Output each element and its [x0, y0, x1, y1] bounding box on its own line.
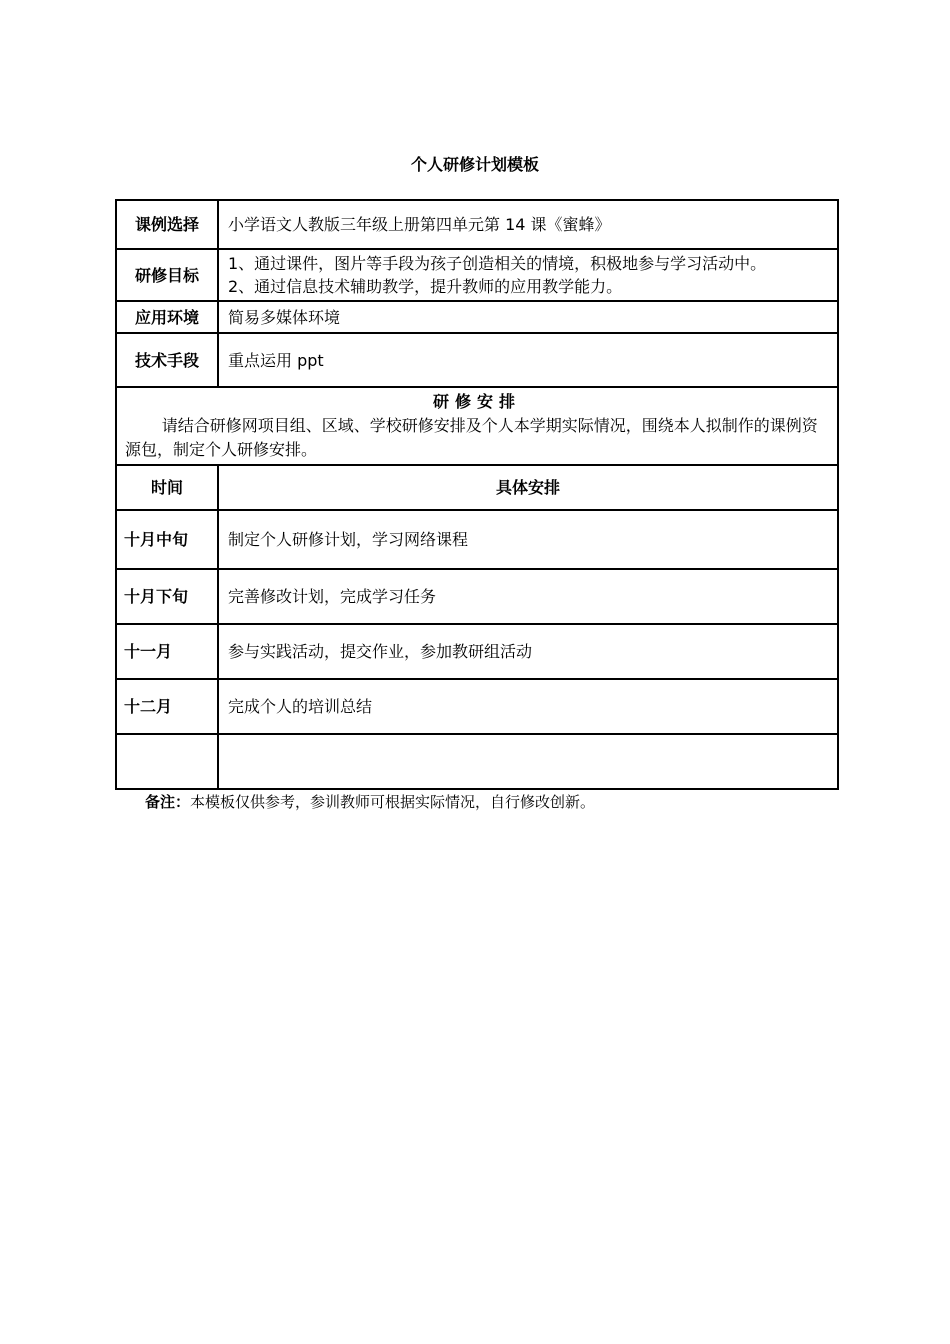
schedule-detail: 制定个人研修计划，学习网络课程: [218, 510, 838, 569]
schedule-time: 十月中旬: [116, 510, 218, 569]
env-row: [116, 301, 838, 333]
env-label: 应用环境: [116, 301, 218, 333]
schedule-detail: 完成个人的培训总结: [218, 679, 838, 734]
document-title: 个人研修计划模板: [410, 155, 539, 174]
tech-label: 技术手段: [116, 333, 218, 387]
course-value: 小学语文人教版三年级上册第四单元第 14 课《蜜蜂》: [218, 200, 838, 249]
schedule-row: [116, 510, 838, 569]
goal-row: [116, 249, 838, 301]
note-label: 备注：: [145, 793, 191, 811]
goal-line-1: 1、通过课件，图片等手段为孩子创造相关的情境，积极地参与学习活动中。: [228, 254, 767, 273]
arrangement-section: [116, 387, 838, 465]
schedule-detail: [218, 734, 838, 789]
arrangement-section-row: [116, 387, 838, 465]
footnote: [145, 791, 595, 812]
schedule-row: [116, 624, 838, 679]
detail-header: 具体安排: [218, 465, 838, 510]
time-header: 时间: [116, 465, 218, 510]
goal-value: [218, 249, 838, 301]
schedule-row-empty: [116, 734, 838, 789]
goal-line-2: 2、通过信息技术辅助教学，提升教师的应用教学能力。: [228, 277, 623, 296]
section-description: 请结合研修网项目组、区域、学校研修安排及个人本学期实际情况，围绕本人拟制作的课例资源包，制定个人研修安排。: [125, 416, 818, 459]
goal-label: 研修目标: [116, 249, 218, 301]
schedule-time: [116, 734, 218, 789]
plan-table: [115, 199, 839, 790]
tech-value: 重点运用 ppt: [218, 333, 838, 387]
note-text: 本模板仅供参考，参训教师可根据实际情况，自行修改创新。: [190, 793, 596, 811]
schedule-detail: 参与实践活动，提交作业，参加教研组活动: [218, 624, 838, 679]
section-title: 研修安排: [432, 392, 521, 411]
env-value: 简易多媒体环境: [218, 301, 838, 333]
course-label: 课例选择: [116, 200, 218, 249]
course-row: [116, 200, 838, 249]
schedule-row: [116, 679, 838, 734]
schedule-detail: 完善修改计划，完成学习任务: [218, 569, 838, 624]
schedule-time: 十一月: [116, 624, 218, 679]
schedule-time: 十二月: [116, 679, 218, 734]
tech-row: [116, 333, 838, 387]
schedule-row: [116, 569, 838, 624]
schedule-time: 十月下旬: [116, 569, 218, 624]
schedule-header-row: [116, 465, 838, 510]
